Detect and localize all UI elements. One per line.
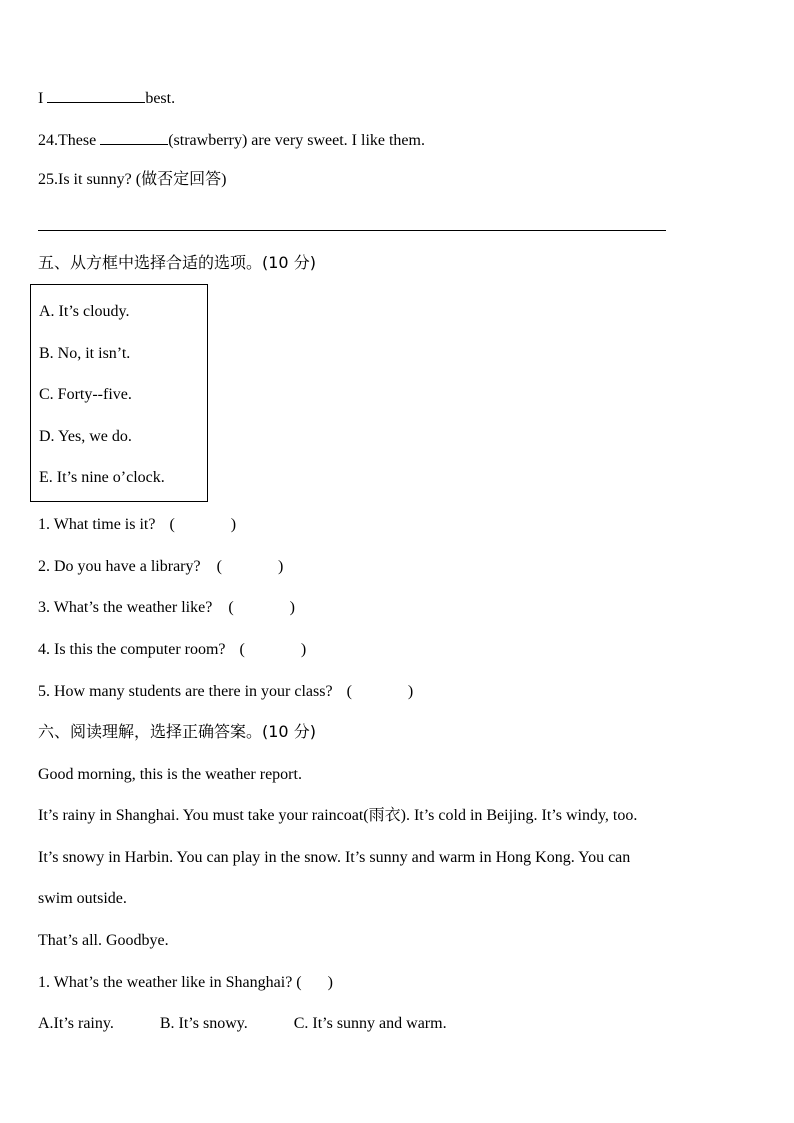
section-5-question-1 <box>38 515 236 535</box>
option-d: D. Yes, we do. <box>39 428 132 445</box>
answer-paren-open: ( <box>216 558 222 575</box>
answer-line[interactable] <box>38 230 666 231</box>
option-a: A. It’s cloudy. <box>39 303 130 320</box>
question-text: 4. Is this the computer room? <box>38 641 226 658</box>
section-5-question-5 <box>38 682 413 702</box>
answer-paren-close: ) <box>289 599 295 616</box>
question-text: 2. Do you have a library? <box>38 558 201 575</box>
answer-paren-close: ) <box>407 683 414 700</box>
answer-paren-close: ) <box>327 974 333 991</box>
question-text: 1. What time is it? <box>38 516 156 533</box>
passage-line-5: That’s all. Goodbye. <box>38 932 169 949</box>
answer-paren-open: ( <box>346 683 352 700</box>
question-text: 3. What’s the weather like? <box>38 599 213 616</box>
answer-paren-close: ) <box>277 558 284 575</box>
section-6-heading: 六、阅读理解，选择正确答案。(10 分) <box>38 722 316 741</box>
answer-paren-close: ) <box>230 516 237 533</box>
answer-blank[interactable] <box>100 129 168 145</box>
passage-line-2: It’s rainy in Shanghai. You must take your raincoat(雨衣). It’s cold in Beijing. It’s windy, too. <box>38 807 638 824</box>
choice-b[interactable]: B. It’s snowy. <box>159 1015 248 1032</box>
question-number: 24. <box>38 132 58 149</box>
question-text: 1. What’s the weather like in Shanghai? ( <box>38 974 302 991</box>
question-25-text: Is it sunny? (做否定回答) <box>58 171 227 188</box>
fill-blank-line <box>38 87 175 109</box>
question-24-end: (strawberry) are very sweet. I like them. <box>168 132 425 149</box>
question-24 <box>38 129 425 151</box>
question-24-start: These <box>58 132 101 149</box>
option-e: E. It’s nine o’clock. <box>39 469 165 486</box>
choice-c[interactable]: C. It’s sunny and warm. <box>293 1015 447 1032</box>
passage-line-3: It’s snowy in Harbin. You can play in the snow. It’s sunny and warm in Hong Kong. You can <box>38 849 631 866</box>
section-5-heading: 五、从方框中选择合适的选项。(10 分) <box>38 253 316 272</box>
answer-paren-open: ( <box>169 516 175 533</box>
section-5-question-2 <box>38 557 283 577</box>
reading-question-1 <box>38 973 333 993</box>
section-5-question-3 <box>38 598 295 618</box>
question-text: 5. How many students are there in your class? <box>38 683 333 700</box>
question-25 <box>38 170 226 190</box>
passage-line-4: swim outside. <box>38 890 127 907</box>
option-c: C. Forty--five. <box>39 386 132 403</box>
reading-question-1-choices <box>38 1014 447 1034</box>
passage-line-1: Good morning, this is the weather report. <box>38 766 302 783</box>
line-end-text: best. <box>145 90 176 107</box>
options-box <box>30 284 208 502</box>
answer-blank[interactable] <box>47 87 145 103</box>
section-5-question-4 <box>38 640 306 660</box>
choice-a[interactable]: A.It’s rainy. <box>38 1015 114 1032</box>
answer-paren-open: ( <box>239 641 245 658</box>
answer-paren-open: ( <box>228 599 234 616</box>
line-start-text: I <box>38 90 48 107</box>
question-number: 25. <box>38 171 58 188</box>
option-b: B. No, it isn’t. <box>39 345 131 362</box>
answer-paren-close: ) <box>300 641 307 658</box>
